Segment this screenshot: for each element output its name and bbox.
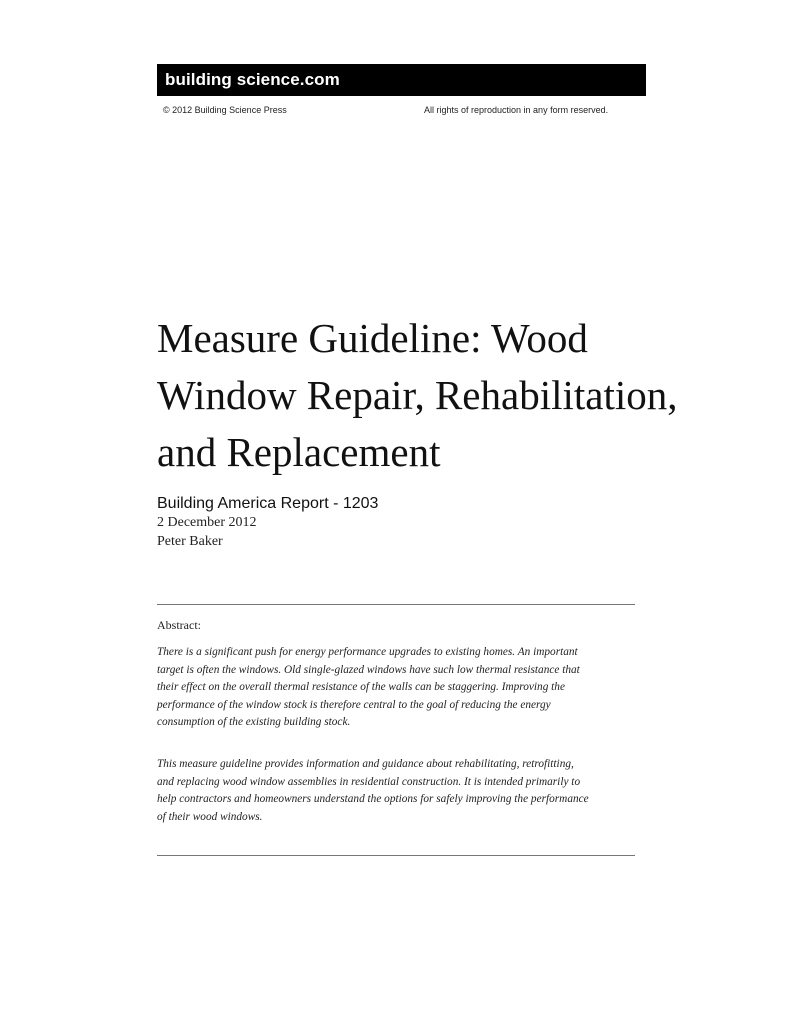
abstract-line: their effect on the overall thermal resistance of the walls can be staggering. Improving the (157, 681, 565, 693)
abstract-line: and replacing wood window assemblies in residential construction. It is intended primarily to (157, 775, 581, 788)
abstract-line: help contractors and homeowners understand the options for safely improving the performance (157, 793, 589, 805)
abstract-line: of their wood windows. (157, 810, 263, 823)
abstract-bottom-divider (157, 855, 635, 856)
abstract-line: This measure guideline provides information and guidance about rehabilitating, retrofitting, (157, 758, 574, 770)
document-title (157, 310, 777, 481)
abstract-line: consumption of the existing building stock. (157, 716, 351, 728)
report-author: Peter Baker (157, 534, 223, 549)
title-line: Measure Guideline: Wood (157, 315, 588, 361)
brand-name: building science.com (165, 70, 340, 89)
abstract-line: performance of the window stock is therefore central to the goal of reducing the energy (157, 698, 551, 711)
copyright-notice: © 2012 Building Science Press (163, 105, 287, 115)
abstract-paragraph-1 (157, 644, 637, 732)
report-date: 2 December 2012 (157, 515, 257, 530)
abstract-top-divider (157, 604, 635, 605)
title-line: and Replacement (157, 429, 441, 475)
abstract-line: There is a significant push for energy performance upgrades to existing homes. An important (157, 646, 578, 658)
brand-banner (157, 64, 646, 96)
report-number: Building America Report - 1203 (157, 495, 379, 512)
abstract-label: Abstract: (157, 618, 201, 632)
abstract-paragraph-2 (157, 756, 637, 826)
rights-notice: All rights of reproduction in any form reserved. (424, 105, 609, 115)
abstract-line: target is often the windows. Old single-glazed windows have such low thermal resistance that (157, 663, 580, 676)
title-line: Window Repair, Rehabilitation, (157, 372, 678, 418)
